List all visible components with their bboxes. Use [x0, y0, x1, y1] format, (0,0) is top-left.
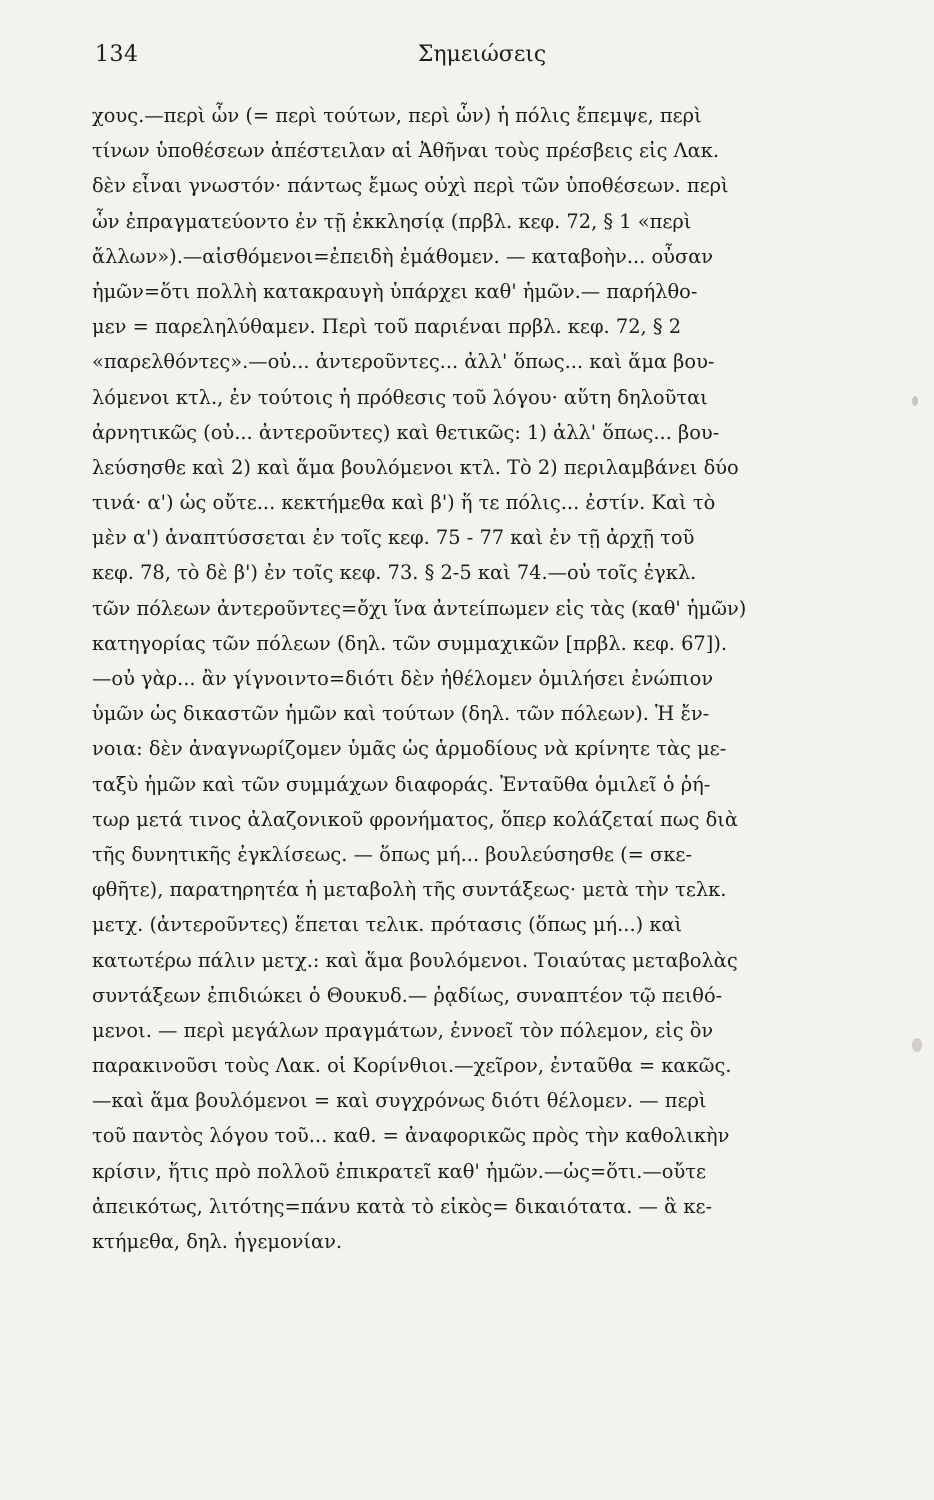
text-line: μενοι. — περὶ μεγάλων πραγμάτων, ἐννοεῖ τὸν πόλεμον, εἰς ὃν	[92, 1018, 714, 1042]
text-line: τίνων ὑποθέσεων ἀπέστειλαν αἱ Ἀθῆναι τοὺς πρέσβεις εἰς Λακ.	[92, 139, 720, 163]
text-line: τῆς δυνητικῆς ἐγκλίσεως. — ὅπως μή... βουλεύσησθε (= σκε-	[92, 842, 692, 866]
text-line: παρακινοῦσι τοὺς Λακ. οἱ Κορίνθιοι.—χεῖρον, ἐνταῦθα = κακῶς.	[92, 1054, 732, 1078]
page-edge-mark	[912, 396, 918, 406]
text-line: κατηγορίας τῶν πόλεων (δηλ. τῶν συμμαχικῶν [πρβλ. κεφ. 67]).	[92, 631, 728, 655]
text-line: ὑμῶν ὡς δικαστῶν ἡμῶν καὶ τούτων (δηλ. τῶν πόλεων). Ἡ ἔν-	[92, 702, 710, 726]
text-line: —καὶ ἅμα βουλόμενοι = καὶ συγχρόνως διότι θέλομεν. — περὶ	[92, 1089, 707, 1113]
notes-text-block	[92, 98, 832, 1259]
text-line: τωρ μετά τινος ἀλαζονικοῦ φρονήματος, ὅπερ κολάζεταί πως διὰ	[92, 807, 738, 831]
text-line: ἀπεικότως, λιτότης=πάνυ κατὰ τὸ εἰκὸς= δικαιότατα. — ἃ κε-	[92, 1194, 713, 1218]
text-line: ἄλλων»).—αἰσθόμενοι=ἐπειδὴ ἐμάθομεν. — καταβοὴν... οὖσαν	[92, 244, 714, 268]
text-line: μὲν α') ἀναπτύσσεται ἐν τοῖς κεφ. 75 - 77 καὶ ἐν τῇ ἀρχῇ τοῦ	[92, 526, 695, 550]
text-line: κεφ. 78, τὸ δὲ β') ἐν τοῖς κεφ. 73. § 2-5 καὶ 74.—οὐ τοῖς ἐγκλ.	[92, 561, 697, 585]
page-edge-mark	[912, 1038, 922, 1052]
text-line: λεύσησθε καὶ 2) καὶ ἅμα βουλόμενοι κτλ. Τὸ 2) περιλαμβάνει δύο	[92, 455, 739, 479]
text-line: νοια: δὲν ἀναγνωρίζομεν ὑμᾶς ὡς ἁρμοδίους νὰ κρίνητε τὰς με-	[92, 737, 727, 761]
text-line: ὧν ἐπραγματεύοντο ἐν τῇ ἐκκλησίᾳ (πρβλ. κεφ. 72, § 1 «περὶ	[92, 209, 692, 233]
text-line: μεν = παρεληλύθαμεν. Περὶ τοῦ παριέναι πρβλ. κεφ. 72, § 2	[92, 315, 682, 339]
text-line: φθῆτε), παρατηρητέα ἡ μεταβολὴ τῆς συντάξεως· μετὰ τὴν τελκ.	[92, 878, 727, 902]
text-line: τινά· α') ὡς οὔτε... κεκτήμεθα καὶ β') ἥ τε πόλις... ἐστίν. Καὶ τὸ	[92, 491, 716, 515]
text-line: κατωτέρω πάλιν μετχ.: καὶ ἅμα βουλόμενοι. Τοιαύτας μεταβολὰς	[92, 948, 738, 972]
text-line: ταξὺ ἡμῶν καὶ τῶν συμμάχων διαφοράς. Ἐνταῦθα ὁμιλεῖ ὁ ῥή-	[92, 772, 711, 796]
page-number: 134	[95, 42, 139, 67]
text-line: ἀρνητικῶς (οὐ... ἀντεροῦντες) καὶ θετικῶς: 1) ἀλλ' ὅπως... βου-	[92, 420, 720, 444]
text-line: «παρελθόντες».—οὐ... ἀντεροῦντες... ἀλλ' ὅπως... καὶ ἅμα βου-	[92, 350, 715, 374]
text-line: κρίσιν, ἥτις πρὸ πολλοῦ ἐπικρατεῖ καθ' ἡμῶν.—ὡς=ὅτι.—οὔτε	[92, 1159, 707, 1183]
text-line: ἡμῶν=ὅτι πολλὴ κατακραυγὴ ὑπάρχει καθ' ἡμῶν.— παρήλθο-	[92, 279, 698, 303]
text-line: τῶν πόλεων ἀντεροῦντες=ὄχι ἵνα ἀντείπωμεν εἰς τὰς (καθ' ἡμῶν)	[92, 596, 747, 620]
text-line: τοῦ παντὸς λόγου τοῦ... καθ. = ἀναφορικῶς πρὸς τὴν καθολικὴν	[92, 1124, 730, 1148]
text-line: —οὐ γὰρ... ἂν γίγνοιντο=διότι δὲν ἠθέλομεν ὁμιλήσει ἐνώπιον	[92, 667, 714, 690]
text-line: συντάξεων ἐπιδιώκει ὁ Θουκυδ.— ῥᾳδίως, συναπτέον τῷ πειθό-	[92, 983, 723, 1007]
text-line: δὲν εἶναι γνωστόν· πάντως ἔμως οὐχὶ περὶ τῶν ὑποθέσεων. περὶ	[92, 174, 729, 198]
text-line: μετχ. (ἀντεροῦντες) ἕπεται τελικ. πρότασις (ὅπως μή...) καὶ	[92, 913, 683, 937]
running-title: Σημειώσεις	[417, 42, 547, 67]
text-line: χους.—περὶ ὧν (= περὶ τούτων, περὶ ὧν) ἡ πόλις ἔπεμψε, περὶ	[92, 104, 702, 127]
text-line: λόμενοι κτλ., ἐν τούτοις ἡ πρόθεσις τοῦ λόγου· αὕτη δηλοῦται	[92, 385, 708, 409]
text-line: κτήμεθα, δηλ. ἡγεμονίαν.	[92, 1230, 343, 1253]
